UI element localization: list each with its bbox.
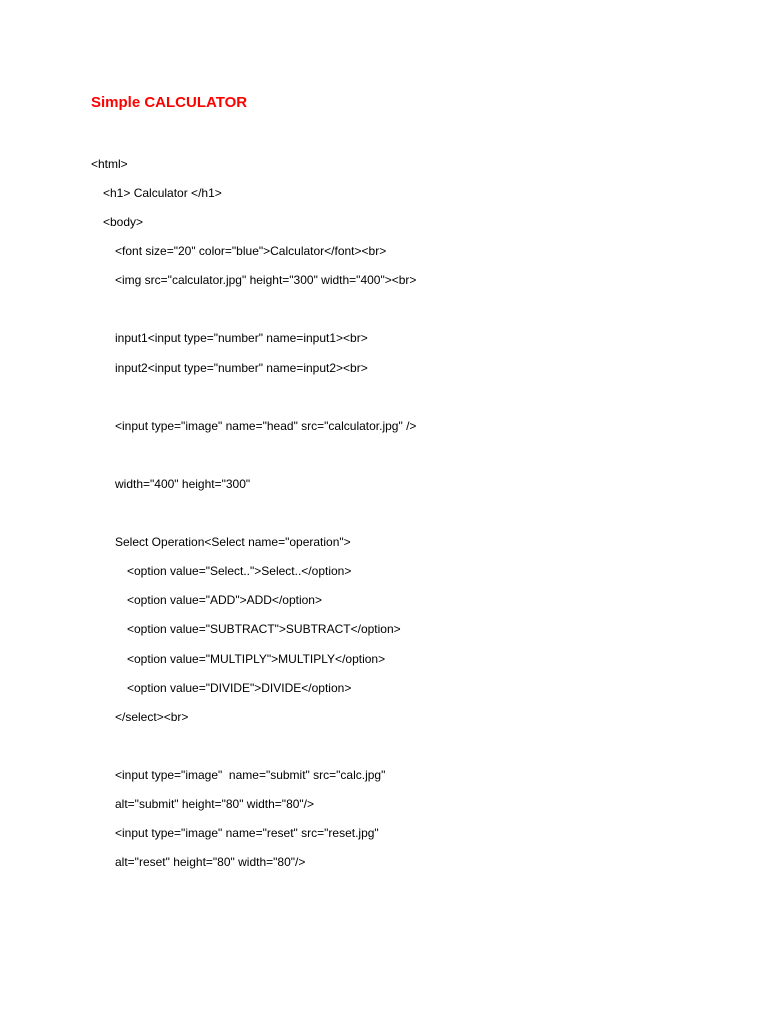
code-line: <input type="image" name="reset" src="reset.jpg" xyxy=(115,826,379,840)
code-line: <option value="ADD">ADD</option> xyxy=(127,593,322,607)
code-line: <h1> Calculator </h1> xyxy=(103,186,222,200)
code-line: <img src="calculator.jpg" height="300" width="400"><br> xyxy=(115,273,417,287)
code-line: input1<input type="number" name=input1><br> xyxy=(115,331,368,345)
code-line: Select Operation<Select name="operation"> xyxy=(115,535,351,549)
code-line: width="400" height="300" xyxy=(115,477,251,491)
code-line: <option value="DIVIDE">DIVIDE</option> xyxy=(127,681,352,695)
code-line: <font size="20" color="blue">Calculator</font><br> xyxy=(115,244,387,258)
code-line: <option value="Select..">Select..</option> xyxy=(127,564,352,578)
page-title: Simple CALCULATOR xyxy=(91,94,248,111)
code-line: <html> xyxy=(91,157,128,171)
code-line: alt="submit" height="80" width="80"/> xyxy=(115,797,315,811)
code-line: alt="reset" height="80" width="80"/> xyxy=(115,855,306,869)
code-line: </select><br> xyxy=(115,710,189,724)
code-line: <input type="image" name="submit" src="calc.jpg" xyxy=(115,768,386,782)
code-line: <option value="SUBTRACT">SUBTRACT</option> xyxy=(127,622,401,636)
code-line: input2<input type="number" name=input2><br> xyxy=(115,361,368,375)
code-line: <option value="MULTIPLY">MULTIPLY</option> xyxy=(127,652,386,666)
code-line: <input type="image" name="head" src="calculator.jpg" /> xyxy=(115,419,417,433)
code-line: <body> xyxy=(103,215,144,229)
